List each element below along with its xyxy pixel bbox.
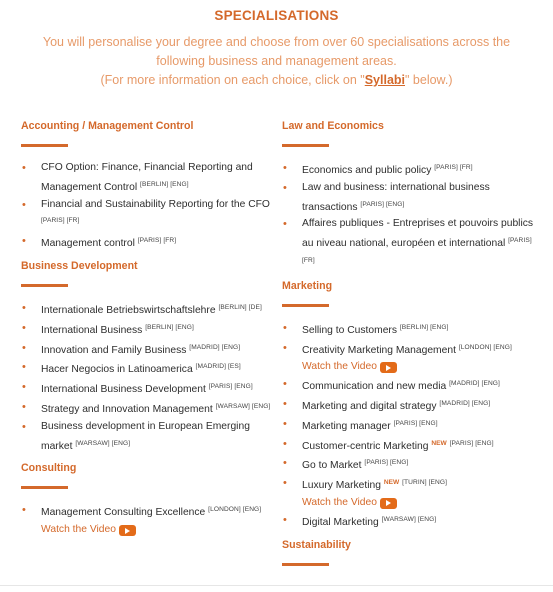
section-divider [282, 304, 329, 307]
campus-tag: [PARIS] [ENG] [208, 383, 253, 391]
list-item[interactable] [282, 320, 537, 340]
item-label: Customer-centric Marketing [302, 440, 429, 452]
watch-video-link[interactable] [302, 495, 397, 512]
campus-tag: [PARIS] [ENG] [360, 200, 405, 208]
intro-text [10, 33, 543, 90]
item-label: CFO Option: Finance, Financial Reporting and Management Control [41, 162, 253, 193]
campus-tag: [LONDON] [ENG] [458, 343, 512, 351]
syllabi-link[interactable]: Syllabi [364, 73, 406, 87]
watch-video-label: Watch the Video [302, 496, 377, 508]
item-label: Strategy and Innovation Management [41, 403, 213, 415]
play-icon [380, 362, 397, 373]
item-label: Digital Marketing [302, 516, 379, 528]
list-item[interactable] [282, 180, 537, 217]
section-divider [282, 563, 329, 566]
campus-tag: [PARIS] [ENG] [364, 459, 409, 467]
business-list [21, 300, 276, 455]
section-title-law-economics: Law and Economics [282, 120, 384, 132]
bottom-divider [0, 585, 553, 586]
campus-tag: [MADRID] [ES] [195, 363, 241, 371]
item-label: Selling to Customers [302, 324, 397, 336]
campus-tag: [BERLIN] [ENG] [140, 180, 189, 188]
campus-tag: [LONDON] [ENG] [208, 506, 262, 514]
list-item[interactable] [282, 376, 537, 396]
campus-tag: [PARIS] [FR] [434, 164, 473, 171]
play-icon [119, 525, 136, 536]
item-label: Business development in European Emerging market [41, 420, 250, 452]
item-label: Internationale Betriebswirtschaftslehre [41, 304, 216, 316]
intro-line-1: You will personalise your degree and choose from over 60 specialisations across the [42, 35, 511, 49]
item-label: Economics and public policy [302, 165, 432, 176]
play-icon [380, 498, 397, 509]
campus-tag: [PARIS] [FR] [41, 217, 80, 225]
item-label: Hacer Negocios in Latinoamerica [41, 364, 193, 376]
section-divider [21, 486, 68, 489]
campus-tag: [BERLIN] [ENG] [145, 323, 194, 331]
campus-tag: [WARSAW] [ENG] [381, 515, 437, 523]
campus-tag: [PARIS] [FR] [302, 237, 532, 264]
consulting-list [21, 502, 276, 539]
list-item[interactable] [282, 436, 537, 456]
list-item[interactable] [282, 396, 537, 416]
list-item[interactable] [21, 340, 276, 360]
list-item[interactable] [21, 399, 276, 419]
campus-tag: [MADRID] [ENG] [449, 380, 500, 388]
section-divider [21, 144, 68, 147]
item-label: Luxury Marketing [302, 480, 381, 492]
item-label: Communication and new media [302, 381, 447, 393]
campus-tag: [PARIS] [ENG] [393, 419, 438, 427]
list-item[interactable] [21, 233, 276, 253]
left-column [21, 120, 276, 539]
watch-video-label: Watch the Video [41, 524, 116, 536]
list-item[interactable] [282, 416, 537, 436]
campus-tag: [MADRID] [ENG] [439, 399, 491, 407]
watch-video-link[interactable] [41, 522, 136, 539]
item-label: Marketing and digital strategy [302, 400, 437, 412]
law-list [282, 160, 537, 273]
list-item[interactable] [21, 419, 276, 456]
marketing-list [282, 320, 537, 532]
list-item[interactable] [282, 512, 537, 532]
list-item[interactable] [282, 216, 537, 272]
item-label: Innovation and Family Business [41, 344, 187, 356]
list-item[interactable] [282, 475, 537, 512]
list-item[interactable] [282, 340, 537, 377]
list-item[interactable] [282, 160, 537, 180]
campus-tag: [WARSAW] [ENG] [75, 439, 131, 447]
item-label: Financial and Sustainability Reporting for the CFO [41, 198, 270, 210]
campus-tag: [PARIS] [FR] [137, 237, 177, 245]
intro-line-3-pre: (For more information on each choice, click on " [100, 73, 365, 87]
page-title: SPECIALISATIONS [214, 8, 339, 23]
campus-tag: [BERLIN] [ENG] [399, 323, 449, 331]
watch-video-label: Watch the Video [302, 361, 377, 373]
section-title-sustainability: Sustainability [282, 538, 351, 551]
section-title-business-development: Business Development [21, 259, 138, 272]
item-label: Go to Market [302, 460, 362, 472]
item-label: Management control [41, 238, 135, 250]
campus-tag: [PARIS] [ENG] [449, 439, 494, 447]
watch-video-link[interactable] [302, 359, 397, 376]
item-label: Law and business: international business transactions [302, 181, 490, 213]
section-divider [21, 284, 68, 287]
campus-tag: [MADRID] [ENG] [189, 343, 241, 351]
list-item[interactable] [21, 502, 276, 539]
item-label: Marketing manager [302, 420, 391, 432]
campus-tag: [BERLIN] [DE] [218, 303, 262, 311]
campus-tag: [WARSAW] [ENG] [215, 402, 271, 410]
new-badge: NEW [383, 479, 400, 487]
item-label: Management Consulting Excellence [41, 507, 206, 519]
list-item[interactable] [21, 160, 276, 197]
list-item[interactable] [21, 197, 276, 234]
item-label: International Business Development [41, 384, 206, 396]
intro-line-3-post: " below.) [405, 73, 453, 87]
list-item[interactable] [21, 300, 276, 320]
section-divider [282, 144, 329, 147]
right-column [282, 120, 537, 579]
list-item[interactable] [21, 359, 276, 379]
section-title-marketing: Marketing [282, 279, 333, 292]
new-badge: NEW [431, 439, 447, 447]
section-title-consulting: Consulting [21, 462, 77, 475]
section-title-accounting: Accounting / Management Control [21, 120, 194, 132]
list-item[interactable] [21, 379, 276, 399]
item-label: International Business [41, 324, 143, 336]
intro-line-2: following business and management areas. [156, 54, 397, 68]
list-item[interactable] [21, 320, 276, 340]
list-item[interactable] [282, 455, 537, 475]
campus-tag: [TURIN] [ENG] [402, 479, 448, 487]
item-label: Creativity Marketing Management [302, 344, 456, 356]
accounting-list [21, 160, 276, 253]
item-label: Affaires publiques - Entreprises et pouvoirs publics au niveau national, européen et international [302, 218, 534, 250]
